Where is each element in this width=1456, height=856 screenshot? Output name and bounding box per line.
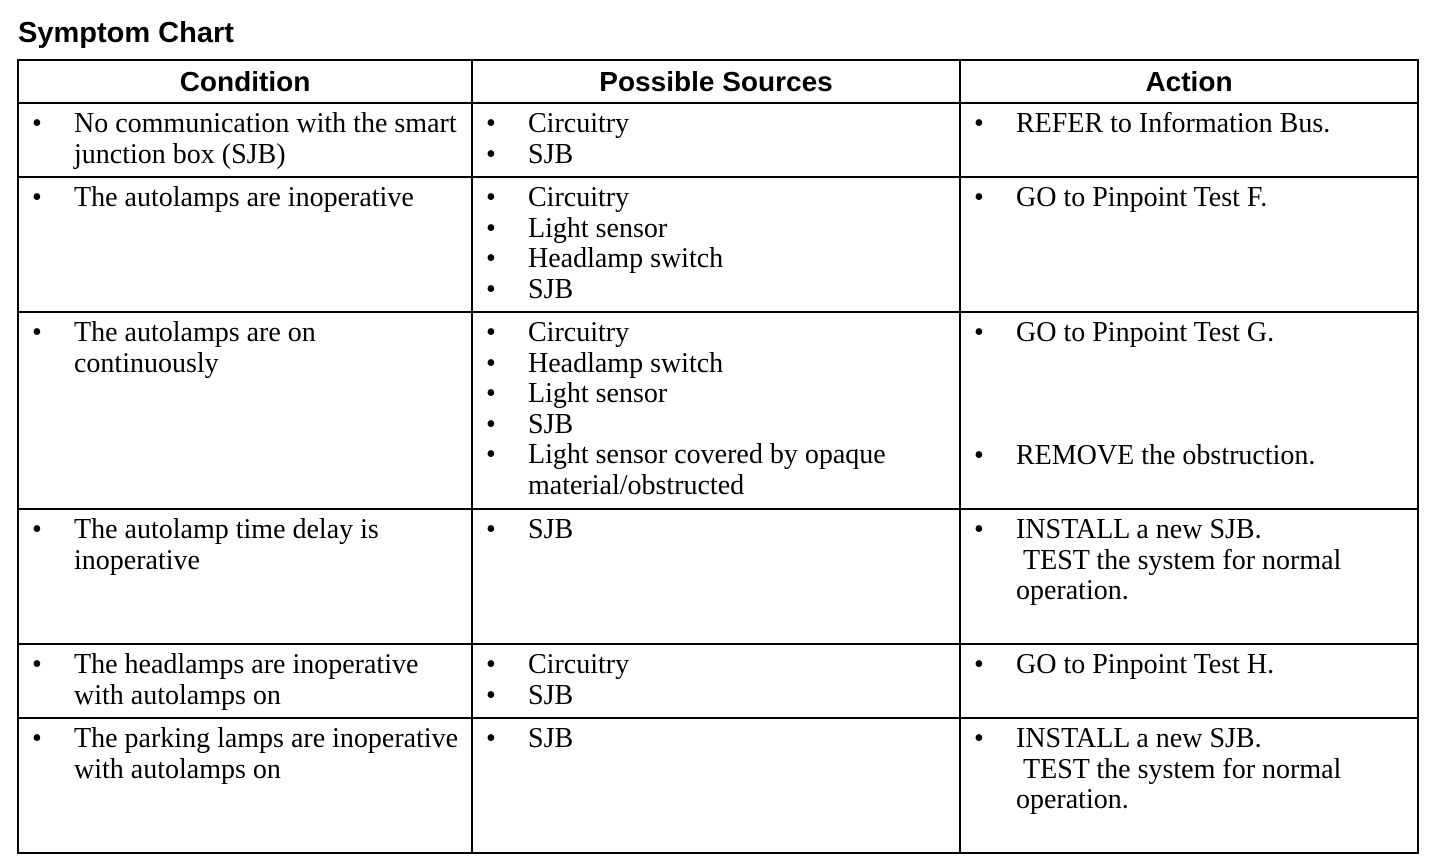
header-condition: Condition bbox=[18, 60, 472, 103]
condition-item bbox=[32, 109, 465, 170]
bullet-icon: • bbox=[486, 439, 496, 471]
source-text: Headlamp switch bbox=[528, 243, 724, 275]
symptom-chart-table bbox=[17, 59, 1419, 854]
table-row bbox=[18, 644, 1418, 718]
source-item bbox=[486, 109, 953, 140]
bullet-icon: • bbox=[32, 182, 42, 213]
table-row bbox=[18, 103, 1418, 177]
action-text: REMOVE the obstruction. bbox=[1016, 439, 1316, 471]
action-text: INSTALL a new SJB. TEST the system for normal operation. bbox=[1016, 723, 1342, 816]
bullet-icon: • bbox=[974, 182, 984, 213]
action-item bbox=[974, 441, 1411, 472]
source-item bbox=[486, 515, 953, 546]
source-item bbox=[486, 681, 953, 712]
source-item bbox=[486, 275, 953, 306]
bullet-icon: • bbox=[32, 514, 42, 545]
bullet-icon: • bbox=[486, 378, 496, 410]
source-text: Headlamp switch bbox=[528, 347, 724, 379]
bullet-icon: • bbox=[486, 347, 496, 379]
condition-cell bbox=[18, 718, 472, 853]
bullet-icon: • bbox=[486, 212, 496, 244]
bullet-icon: • bbox=[32, 317, 42, 348]
source-item bbox=[486, 440, 953, 501]
source-item bbox=[486, 214, 953, 245]
source-item bbox=[486, 140, 953, 171]
bullet-icon: • bbox=[486, 108, 496, 139]
source-text: SJB bbox=[528, 273, 574, 305]
table-row bbox=[18, 718, 1418, 853]
action-cell bbox=[960, 509, 1418, 644]
source-text: SJB bbox=[528, 679, 574, 711]
source-item bbox=[486, 379, 953, 410]
condition-cell bbox=[18, 644, 472, 718]
bullet-icon: • bbox=[974, 439, 984, 471]
action-cell bbox=[960, 103, 1418, 177]
bullet-icon: • bbox=[486, 649, 496, 680]
bullet-icon: • bbox=[486, 679, 496, 711]
action-text: GO to Pinpoint Test G. bbox=[1016, 317, 1275, 348]
action-cell bbox=[960, 718, 1418, 853]
action-spacer bbox=[974, 349, 1411, 441]
bullet-icon: • bbox=[32, 108, 42, 139]
bullet-icon: • bbox=[974, 649, 984, 680]
header-action: Action bbox=[960, 60, 1418, 103]
bullet-icon: • bbox=[486, 408, 496, 440]
source-item bbox=[486, 410, 953, 441]
condition-cell bbox=[18, 177, 472, 312]
sources-cell bbox=[472, 509, 960, 644]
source-text: Light sensor bbox=[528, 378, 668, 410]
action-text: GO to Pinpoint Test F. bbox=[1016, 182, 1268, 213]
source-item bbox=[486, 183, 953, 214]
source-text: Light sensor covered by opaque material/obstructed bbox=[528, 439, 893, 501]
table-row bbox=[18, 509, 1418, 644]
bullet-icon: • bbox=[486, 273, 496, 305]
table-header-row bbox=[18, 60, 1418, 103]
condition-text: The autolamp time delay is inoperative bbox=[74, 514, 386, 576]
action-text: GO to Pinpoint Test H. bbox=[1016, 649, 1275, 680]
action-item bbox=[974, 183, 1411, 214]
action-cell bbox=[960, 177, 1418, 312]
source-item bbox=[486, 318, 953, 349]
sources-cell bbox=[472, 312, 960, 509]
condition-item bbox=[32, 318, 465, 379]
bullet-icon: • bbox=[486, 723, 496, 754]
source-item bbox=[486, 349, 953, 380]
source-item bbox=[486, 724, 953, 755]
action-text: INSTALL a new SJB. TEST the system for normal operation. bbox=[1016, 514, 1342, 607]
action-item bbox=[974, 109, 1411, 140]
bullet-icon: • bbox=[486, 182, 496, 213]
condition-item bbox=[32, 515, 465, 576]
action-cell bbox=[960, 644, 1418, 718]
action-item bbox=[974, 318, 1411, 349]
table-row bbox=[18, 177, 1418, 312]
source-text: Circuitry bbox=[528, 182, 630, 213]
condition-text: The autolamps are inoperative bbox=[74, 182, 414, 213]
source-text: Circuitry bbox=[528, 108, 630, 139]
source-text: SJB bbox=[528, 138, 574, 170]
bullet-icon: • bbox=[974, 723, 984, 754]
condition-item bbox=[32, 724, 465, 785]
condition-text: The autolamps are on continuously bbox=[74, 317, 323, 379]
sources-cell bbox=[472, 718, 960, 853]
source-item bbox=[486, 244, 953, 275]
condition-item bbox=[32, 650, 465, 711]
bullet-icon: • bbox=[486, 243, 496, 275]
table-row bbox=[18, 312, 1418, 509]
sources-cell bbox=[472, 177, 960, 312]
bullet-icon: • bbox=[486, 317, 496, 348]
condition-cell bbox=[18, 103, 472, 177]
action-cell bbox=[960, 312, 1418, 509]
sources-cell bbox=[472, 103, 960, 177]
source-text: Light sensor bbox=[528, 212, 668, 244]
bullet-icon: • bbox=[974, 108, 984, 139]
bullet-icon: • bbox=[974, 514, 984, 545]
source-text: SJB bbox=[528, 408, 574, 440]
condition-text: The headlamps are inoperative with autolamps on bbox=[74, 649, 426, 711]
bullet-icon: • bbox=[32, 723, 42, 754]
header-possible-sources: Possible Sources bbox=[472, 60, 960, 103]
action-text: REFER to Information Bus. bbox=[1016, 108, 1331, 139]
condition-cell bbox=[18, 509, 472, 644]
condition-text: The parking lamps are inoperative with autolamps on bbox=[74, 723, 466, 785]
action-item bbox=[974, 515, 1411, 607]
action-item bbox=[974, 724, 1411, 816]
source-text: SJB bbox=[528, 514, 574, 545]
condition-item bbox=[32, 183, 465, 214]
source-text: Circuitry bbox=[528, 317, 630, 348]
sources-cell bbox=[472, 644, 960, 718]
condition-cell bbox=[18, 312, 472, 509]
bullet-icon: • bbox=[486, 514, 496, 545]
source-item bbox=[486, 650, 953, 681]
bullet-icon: • bbox=[974, 317, 984, 348]
source-text: SJB bbox=[528, 723, 574, 754]
source-text: Circuitry bbox=[528, 649, 630, 680]
bullet-icon: • bbox=[486, 138, 496, 170]
page-title: Symptom Chart bbox=[18, 17, 234, 49]
action-item bbox=[974, 650, 1411, 681]
condition-text: No communication with the smart junction box (SJB) bbox=[74, 108, 464, 170]
bullet-icon: • bbox=[32, 649, 42, 680]
